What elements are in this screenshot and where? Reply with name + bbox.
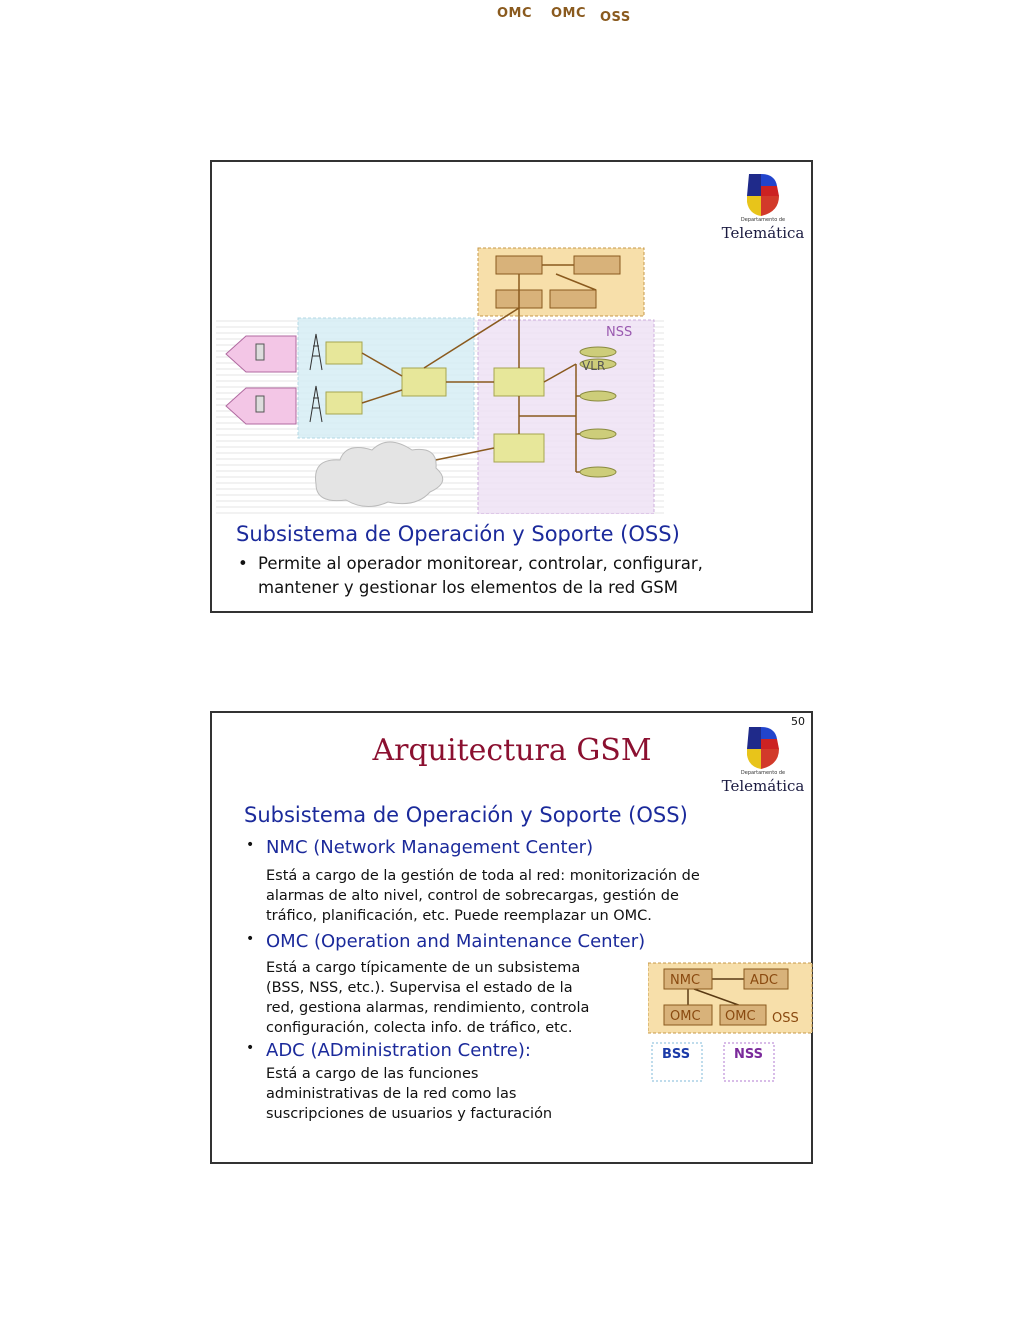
- slide-oss-overview: [210, 160, 813, 613]
- logo-name: Telemática: [721, 777, 805, 795]
- slide-arquitectura-gsm: [210, 711, 813, 1164]
- gmsc-box: [494, 434, 544, 462]
- top-label-omc-1: OMC: [497, 6, 533, 21]
- bsc-box: [402, 368, 446, 396]
- bts-box: [326, 342, 362, 364]
- page-number: 50: [791, 715, 805, 728]
- nmc-label: NMC: [670, 973, 701, 988]
- msc-box: [494, 368, 544, 396]
- nmc-description: [266, 866, 736, 926]
- adc-description: [266, 1064, 626, 1124]
- nss-label: NSS: [734, 1047, 764, 1062]
- adc-line: administrativas de la red como las: [266, 1086, 517, 1102]
- logo-dept-line: Departamento de: [740, 770, 786, 776]
- adc-heading-text: ADC (ADministration Centre):: [266, 1040, 531, 1061]
- gsm-network-diagram: [216, 246, 664, 514]
- auc-db: [580, 391, 616, 401]
- omc-heading: [246, 931, 646, 952]
- adc-label: ADC: [750, 973, 778, 988]
- nmc-heading: [246, 837, 594, 858]
- omc-label-1: OMC: [670, 1009, 701, 1024]
- vlr-db: [580, 347, 616, 357]
- adc-heading: [246, 1040, 531, 1061]
- top-label-row: [0, 6, 1024, 30]
- omc-label-2: OMC: [725, 1009, 756, 1024]
- bullet-text: Permite al operador monitorear, controlar, configurar, mantener y gestionar los elementos de la red GSM: [258, 554, 703, 597]
- section-title: Subsistema de Operación y Soporte (OSS): [244, 803, 688, 827]
- omc-description: [266, 958, 626, 1038]
- oss-label: OSS: [772, 1011, 799, 1026]
- telematica-logo: [721, 172, 805, 242]
- nss-label: NSS: [606, 325, 633, 340]
- bss-label: BSS: [662, 1047, 691, 1062]
- oss-box-4: [550, 290, 596, 308]
- nss-panel: [478, 320, 654, 514]
- omc-line: configuración, colecta info. de tráfico, etc.: [266, 1020, 573, 1036]
- bullet-item: [238, 552, 778, 600]
- omc-line: Está a cargo típicamente de un subsistema: [266, 960, 581, 976]
- telematica-logo-icon: [721, 172, 805, 218]
- logo-name: Telemática: [721, 224, 805, 242]
- phone-icon: [256, 396, 264, 412]
- nmc-line: tráfico, planificación, etc. Puede reemplazar un OMC.: [266, 908, 652, 924]
- omc-line: red, gestiona alarmas, rendimiento, controla: [266, 1000, 590, 1016]
- vlr-label: VLR: [582, 359, 606, 373]
- nmc-line: alarmas de alto nivel, control de sobrecargas, gestión de: [266, 888, 679, 904]
- section-title: Subsistema de Operación y Soporte (OSS): [236, 522, 680, 546]
- slide-title: Arquitectura GSM: [372, 733, 652, 768]
- top-label-omc-2: OMC: [551, 6, 587, 21]
- bss-panel: [298, 318, 474, 438]
- adc-line: suscripciones de usuarios y facturación: [266, 1106, 553, 1122]
- bts-box: [326, 392, 362, 414]
- phone-icon: [256, 344, 264, 360]
- omc-line: (BSS, NSS, etc.). Supervisa el estado de la: [266, 980, 573, 996]
- bullet-marker: •: [238, 554, 248, 573]
- top-label-oss: OSS: [600, 10, 631, 25]
- oss-hierarchy-diagram: [648, 961, 814, 1089]
- eir-db: [580, 429, 616, 439]
- bullet-marker: •: [246, 1040, 255, 1056]
- bullet-marker: •: [246, 837, 255, 853]
- adc-line: Está a cargo de las funciones: [266, 1066, 479, 1082]
- omc-heading-text: OMC (Operation and Maintenance Center): [266, 931, 646, 952]
- oss-box-1: [496, 256, 542, 274]
- nmc-line: Está a cargo de la gestión de toda al red: monitorización de: [266, 868, 700, 884]
- bullet-marker: •: [246, 931, 255, 947]
- nmc-heading-text: NMC (Network Management Center): [266, 837, 594, 858]
- oss-box-2: [574, 256, 620, 274]
- logo-dept-line: Departamento de: [740, 217, 786, 223]
- sms-db: [580, 467, 616, 477]
